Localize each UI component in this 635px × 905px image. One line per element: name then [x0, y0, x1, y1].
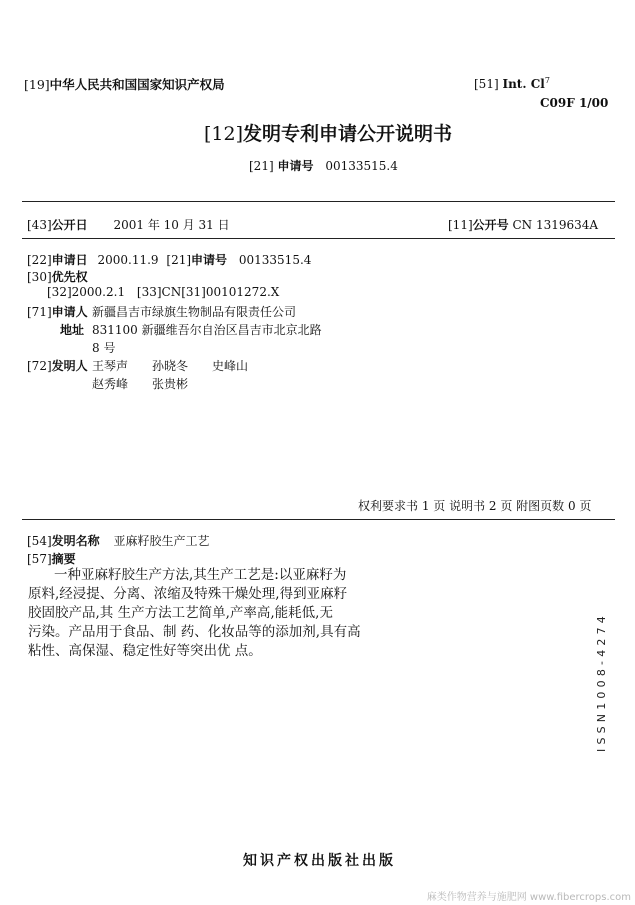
- application-number-line: [249, 157, 398, 174]
- office-name: 中华人民共和国国家知识产权局: [49, 77, 225, 92]
- abstract-line-2: 原料,经浸提、分离、浓缩及特殊干燥处理,得到亚麻籽: [28, 586, 348, 602]
- application-label: 申请号: [277, 159, 314, 173]
- address-line-2: 8 号: [92, 341, 116, 355]
- document-title: [204, 119, 452, 146]
- pub-number: CN 1319634A: [512, 218, 599, 232]
- invention-name: 亚麻籽胶生产工艺: [113, 534, 210, 548]
- priority-country-code: [33]: [136, 285, 162, 299]
- divider-top: [22, 201, 615, 202]
- applicant-name: 新疆昌吉市绿旗生物制品有限责任公司: [92, 305, 297, 319]
- appno-label: 申请号: [191, 253, 228, 267]
- name-label: 发明名称: [51, 534, 100, 548]
- ipc-class: C09F 1/00: [540, 96, 609, 110]
- intcl-code: [51]: [474, 77, 499, 91]
- office-header: [24, 75, 225, 93]
- pub-date-code: [43]: [27, 218, 52, 232]
- filing-code: [22]: [27, 253, 52, 267]
- title-text: 发明专利申请公开说明书: [243, 123, 453, 145]
- site-watermark: 麻类作物营养与施肥网 www.fibercrops.com: [426, 892, 631, 903]
- filing-date: 2000.11.9: [97, 253, 159, 267]
- name-code: [54]: [27, 534, 52, 548]
- pages-info: 权利要求书 1 页 说明书 2 页 附图页数 0 页: [358, 499, 592, 513]
- office-code: [19]: [24, 77, 50, 92]
- inventors-line-2: 赵秀峰 张贵彬: [92, 377, 189, 391]
- divider-pub: [22, 238, 615, 239]
- priority-no: 00101272.X: [205, 285, 280, 299]
- inventor-label: 发明人: [51, 359, 88, 373]
- priority-date: 2000.2.1: [71, 285, 126, 299]
- publication-number-line: [448, 216, 598, 233]
- priority-label: 优先权: [51, 270, 88, 284]
- priority-date-code: [32]: [47, 285, 72, 299]
- abstract-label: 摘要: [51, 552, 76, 566]
- abstract-heading: [27, 550, 76, 567]
- abstract-line-3: 胶固胶产品,其 生产方法工艺简单,产率高,能耗低,无: [28, 605, 333, 621]
- priority-country: CN: [161, 285, 182, 299]
- filing-label: 申请日: [51, 253, 88, 267]
- appno: 00133515.4: [238, 253, 312, 267]
- filing-line: [27, 251, 311, 268]
- address-line-1: 831100 新疆维吾尔自治区昌吉市北京北路: [92, 323, 322, 337]
- title-code: [12]: [204, 123, 244, 145]
- address-label: 地址: [60, 323, 85, 337]
- application-code: [21]: [249, 159, 274, 173]
- invention-name-line: [27, 532, 210, 549]
- pub-num-code: [11]: [448, 218, 473, 232]
- intcl-label: Int. Cl: [502, 77, 545, 91]
- inventors-line-1: 王琴声 孙晓冬 史峰山: [92, 359, 249, 373]
- abstract-line-5: 粘性、高保湿、稳定性好等突出优 点。: [28, 643, 262, 659]
- priority-no-code: [31]: [181, 285, 206, 299]
- applicant-label: 申请人: [51, 305, 88, 319]
- issn-vertical: ISSN1008-4274: [595, 612, 608, 752]
- abstract-line-4: 污染。产品用于食品、制 药、化妆品等的添加剂,具有高: [28, 624, 361, 640]
- inventor-line: [27, 357, 88, 374]
- abstract-code: [57]: [27, 552, 52, 566]
- publisher-footer: 知识产权出版社出版: [243, 853, 396, 869]
- priority-detail-line: [47, 285, 279, 299]
- application-number: 00133515.4: [325, 159, 398, 173]
- priority-code: [30]: [27, 270, 52, 284]
- abstract-line-1: 一种亚麻籽胶生产方法,其生产工艺是:以亚麻籽为: [54, 567, 347, 583]
- pub-date: 2001 年 10 月 31 日: [113, 218, 230, 232]
- appno-code: [21]: [166, 253, 192, 267]
- inventor-code: [72]: [27, 359, 52, 373]
- pub-date-label: 公开日: [51, 218, 88, 232]
- pub-num-label: 公开号: [472, 218, 509, 232]
- divider-abstract: [22, 519, 615, 520]
- publication-date-line: [27, 216, 230, 233]
- intcl-sup: 7: [544, 76, 550, 85]
- applicant-line: [27, 303, 88, 320]
- applicant-code: [71]: [27, 305, 52, 319]
- intcl-header: [474, 76, 550, 91]
- priority-line: [27, 268, 88, 285]
